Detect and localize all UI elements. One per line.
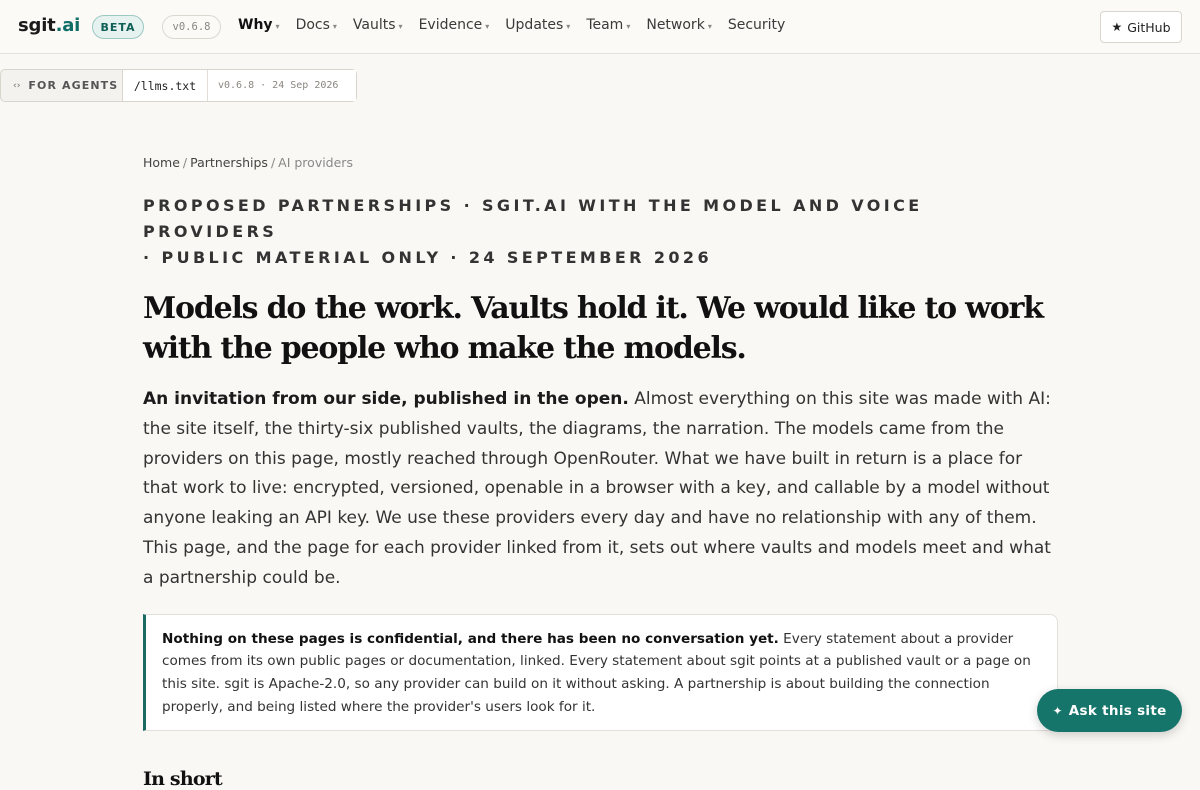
eyebrow-line-1: PROPOSED PARTNERSHIPS · SGIT.AI WITH THE MODEL AND VOICE PROVIDERS: [143, 196, 923, 241]
agents-version-date: v0.6.8 · 24 Sep 2026: [208, 70, 356, 101]
nav-item-evidence[interactable]: [419, 17, 490, 33]
nav-item-label: Team: [586, 17, 624, 33]
nav-item-docs[interactable]: [296, 17, 337, 33]
nav-item-team[interactable]: [586, 17, 630, 33]
main-nav: [238, 17, 801, 33]
star-icon: ★: [1111, 20, 1123, 34]
breadcrumb-partnerships[interactable]: Partnerships: [190, 155, 268, 170]
sparkle-icon: ✦: [1052, 703, 1063, 718]
nav-item-security[interactable]: [728, 17, 786, 33]
for-agents-strip: [0, 69, 357, 102]
chevron-down-icon: ▾: [707, 21, 712, 31]
breadcrumb-separator: /: [182, 155, 188, 170]
version-badge: v0.6.8: [162, 15, 221, 39]
chevron-down-icon: ▾: [626, 21, 631, 31]
breadcrumb-separator: /: [270, 155, 276, 170]
nav-item-label: Why: [238, 17, 273, 33]
nav-item-label: Vaults: [352, 17, 396, 33]
github-button[interactable]: [1100, 11, 1182, 43]
nav-item-network[interactable]: [646, 17, 711, 33]
page-eyebrow: [143, 193, 1063, 271]
ask-this-site-button[interactable]: [1037, 689, 1182, 732]
ask-button-label: Ask this site: [1068, 702, 1167, 719]
section-heading-in-short: In short: [143, 767, 222, 790]
beta-badge: BETA: [92, 15, 144, 39]
page-title: Models do the work. Vaults hold it. We would like to work with the people who make the models.: [143, 291, 1043, 366]
nav-item-label: Docs: [295, 17, 330, 33]
callout-text: Every statement about a provider comes from its own public pages or documentation, linked. Every statement about sgit points at a published vault or a page on this site. sgit is Apache-2.0, so any provider can build on it without asking. A partnership is about building the connection properly, and being listed where the provider's users look for it.: [162, 630, 1031, 715]
code-icon: ‹›: [13, 80, 21, 91]
chevron-down-icon: ▾: [275, 21, 280, 31]
nav-item-updates[interactable]: [505, 17, 570, 33]
for-agents-text: FOR AGENTS: [28, 79, 119, 92]
chevron-down-icon: ▾: [398, 21, 403, 31]
for-agents-label: [1, 70, 123, 101]
main-content: [143, 155, 1058, 790]
breadcrumb-current: AI providers: [278, 155, 353, 170]
lead-text: Almost everything on this site was made with AI: the site itself, the thirty-six published vaults, the diagrams, the narration. The models came from the providers on this page, mostly reached through OpenRouter. What we have built in return is a place for that work to live: encrypted, versioned, openable in a browser with a key, and callable by a model without anyone leaking an API key. We use these providers every day and have no relationship with any of them. This page, and the page for each provider linked from it, sets out where vaults and models meet and what a partnership could be.: [143, 389, 1051, 588]
nav-item-vaults[interactable]: [353, 17, 403, 33]
breadcrumb: [143, 155, 1058, 171]
chevron-down-icon: ▾: [485, 21, 490, 31]
disclaimer-callout: [143, 614, 1058, 731]
nav-item-label: Updates: [505, 17, 564, 33]
chevron-down-icon: ▾: [332, 21, 337, 31]
top-nav-bar: [0, 0, 1200, 54]
site-logo[interactable]: [18, 15, 80, 36]
lead-bold: An invitation from our side, published in the open.: [143, 389, 629, 409]
nav-item-why[interactable]: [238, 17, 280, 33]
chevron-down-icon: ▾: [566, 21, 571, 31]
github-label: GitHub: [1127, 19, 1171, 35]
nav-item-label: Network: [646, 17, 705, 33]
llms-txt-link[interactable]: /llms.txt: [123, 70, 208, 101]
logo-tld: .ai: [55, 15, 81, 36]
eyebrow-line-2: · PUBLIC MATERIAL ONLY · 24 SEPTEMBER 2026: [143, 248, 712, 267]
nav-item-label: Evidence: [418, 17, 483, 33]
callout-bold: Nothing on these pages is confidential, and there has been no conversation yet.: [162, 630, 779, 647]
lead-paragraph: [143, 385, 1058, 594]
breadcrumb-home[interactable]: Home: [143, 155, 180, 170]
nav-item-label: Security: [727, 17, 786, 33]
logo-name: sgit: [18, 15, 56, 36]
